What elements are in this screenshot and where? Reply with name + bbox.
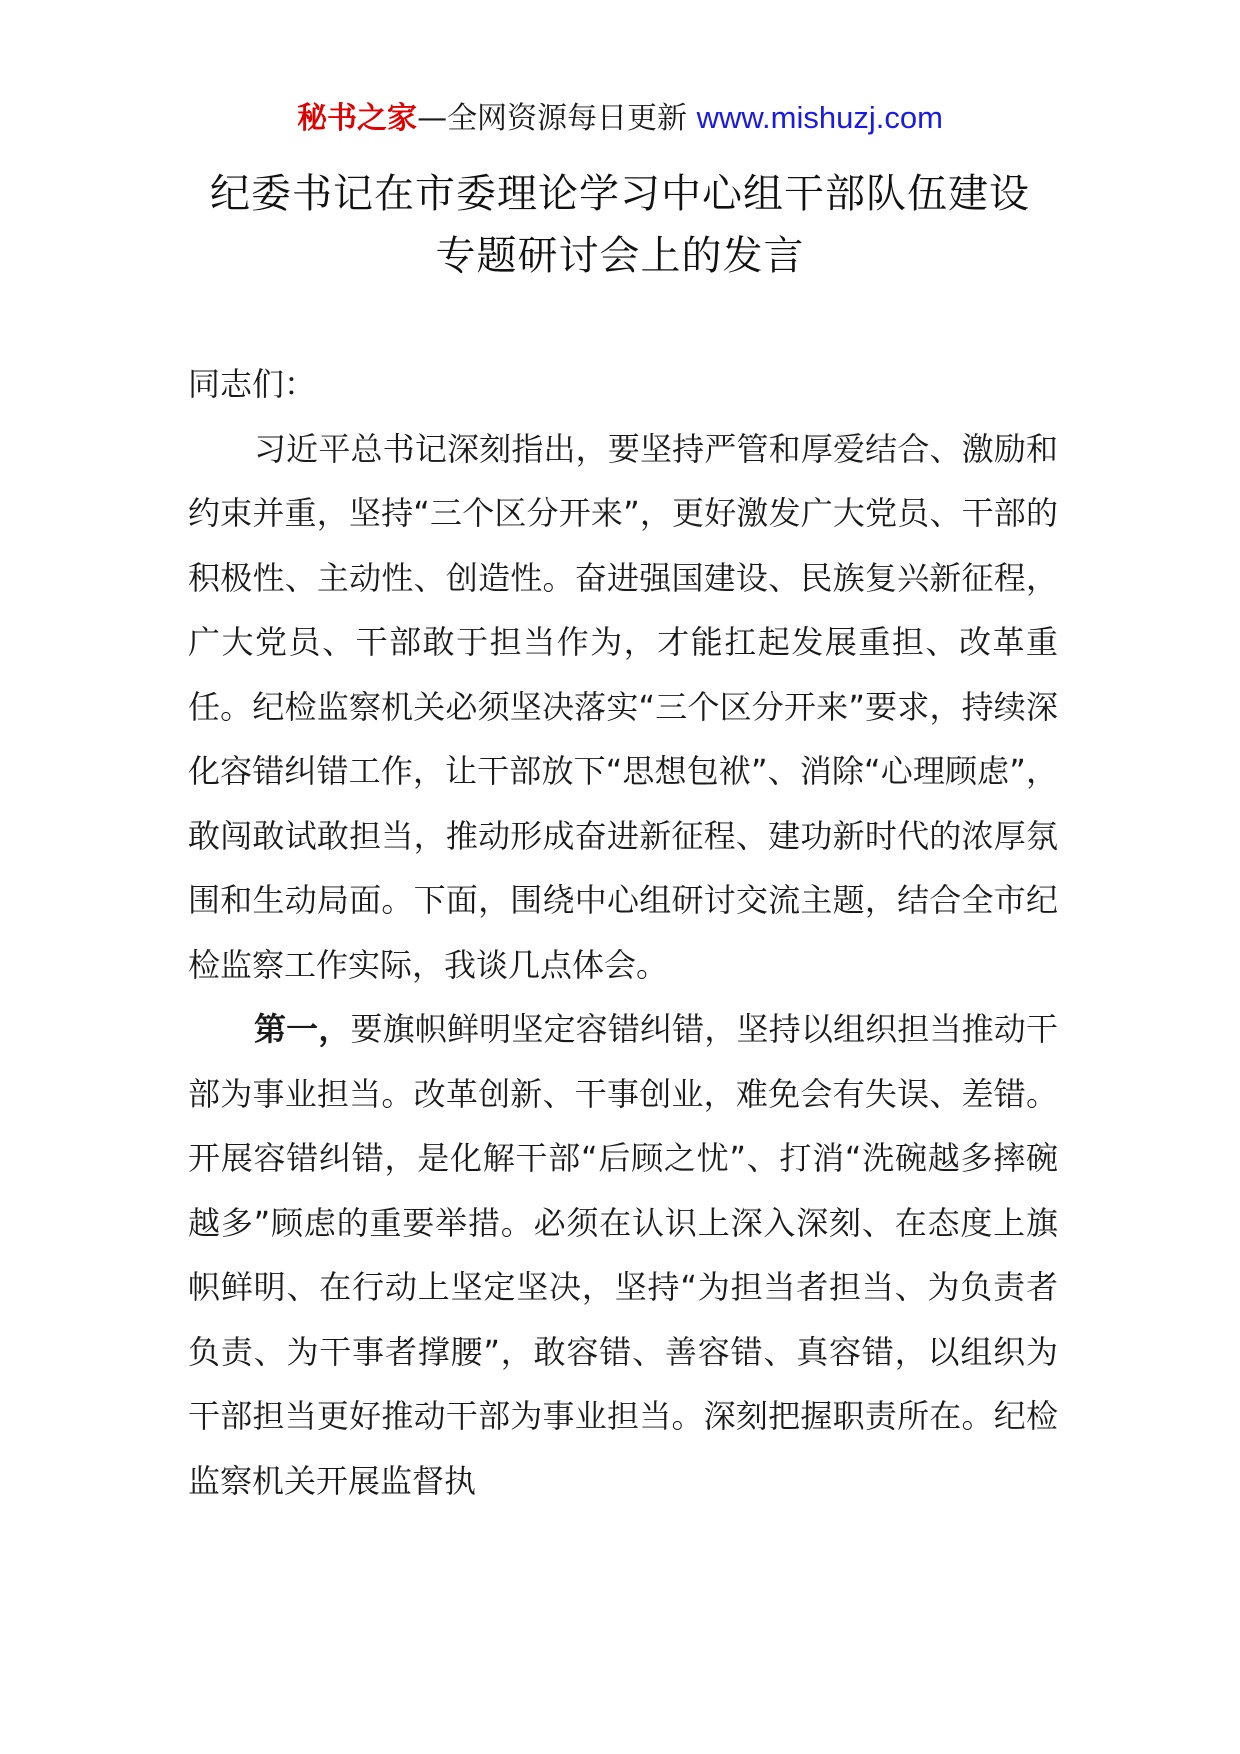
watermark-header bbox=[0, 98, 1240, 139]
salutation: 同志们： bbox=[188, 365, 317, 403]
document-body bbox=[188, 352, 1058, 1513]
title-line-1: 纪委书记在市委理论学习中心组干部队伍建设 bbox=[210, 171, 1030, 217]
paragraph-2-lead: 第一， bbox=[254, 1010, 351, 1048]
header-tagline: —全网资源每日更新 bbox=[417, 101, 697, 136]
paragraph-2 bbox=[188, 997, 1058, 1513]
title-line-2: 专题研讨会上的发言 bbox=[435, 233, 805, 279]
site-url[interactable]: www.mishuzj.com bbox=[696, 100, 943, 135]
paragraph-1: 习近平总书记深刻指出，要坚持严管和厚爱结合、激励和约束并重，坚持“三个区分开来”，更好激发广大党员、干部的积极性、主动性、创造性。奋进强国建设、民族复兴新征程，广大党员、干部敢于担当作为，才能扛起发展重担、改革重任。纪检监察机关必须坚决落实“三个区分开来”要求，持续深化容错纠错工作，让干部放下“思想包袱”、消除“心理顾虑”，敢闯敢试敢担当，推动形成奋进新征程、建功新时代的浓厚氛围和生动局面。下面，围绕中心组研讨交流主题，结合全市纪检监察工作实际，我谈几点体会。 bbox=[188, 429, 1058, 984]
paragraph-2-text: 要旗帜鲜明坚定容错纠错，坚持以组织担当推动干部为事业担当。改革创新、干事创业，难免会有失误、差错。开展容错纠错，是化解干部“后顾之忧”、打消“洗碗越多摔碗越多”顾虑的重要举措。必须在认识上深入深刻、在态度上旗帜鲜明、在行动上坚定坚决，坚持“为担当者担当、为负责者负责、为干事者撑腰”，敢容错、善容错、真容错，以组织为干部担当更好推动干部为事业担当。深刻把握职责所在。纪检监察机关开展监督执 bbox=[188, 1010, 1058, 1500]
brand-name: 秘书之家 bbox=[297, 101, 418, 136]
document-title bbox=[0, 163, 1240, 287]
